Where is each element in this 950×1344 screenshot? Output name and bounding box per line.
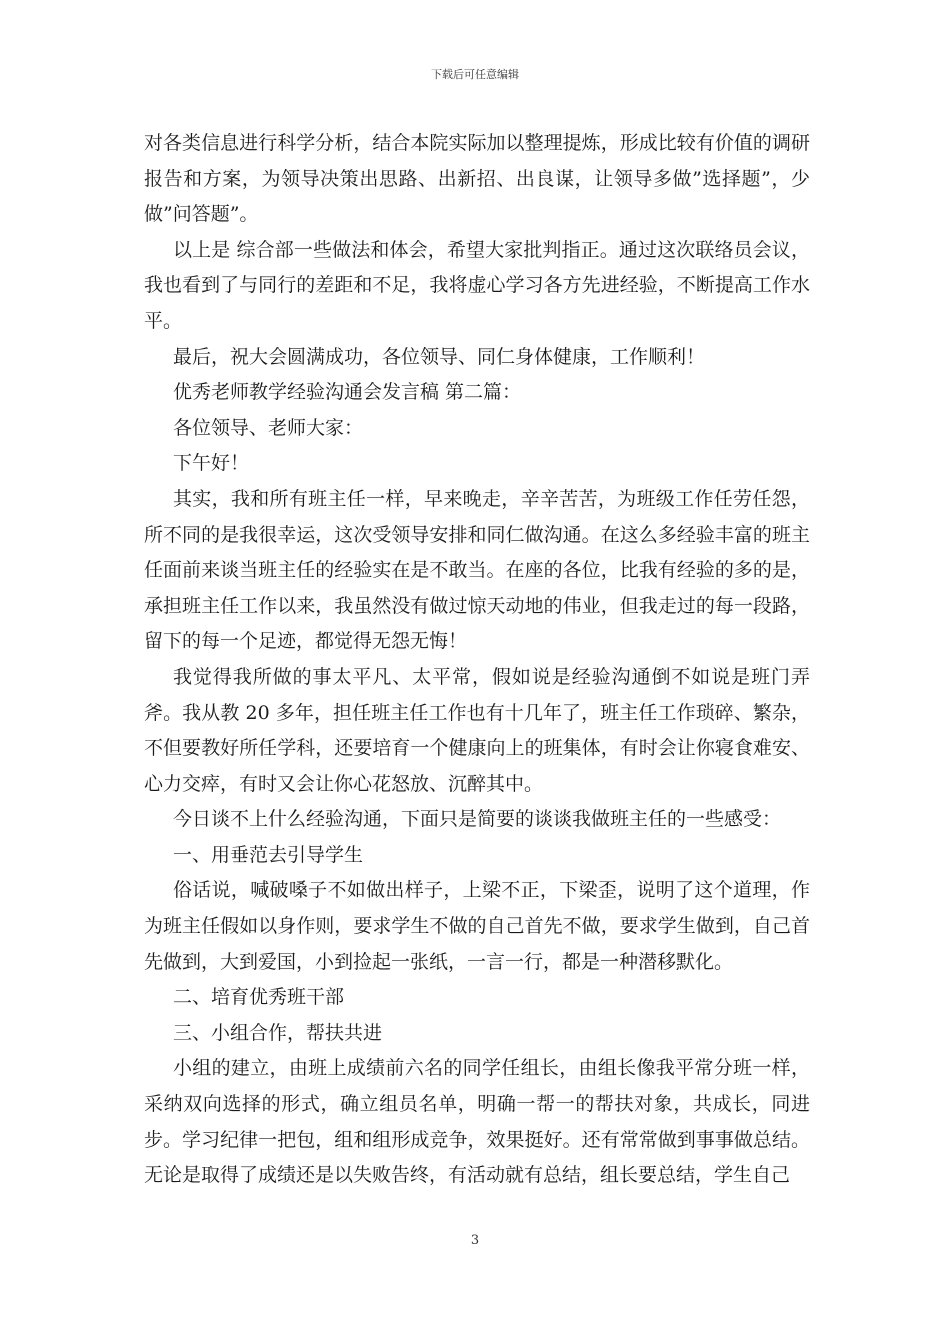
paragraph: 今日谈不上什么经验沟通，下面只是简要的谈谈我做班主任的一些感受： [173, 808, 782, 831]
page-number: 3 [470, 1233, 480, 1248]
paragraph: 对各类信息进行科学分析，结合本院实际加以整理提炼，形成比较有价值的调研报告和方案，为领导决策出思路、出新招、出良谋，让领导多做”选择题”，少做”问答题”。 [144, 132, 810, 226]
greeting: 下午好！ [173, 452, 250, 475]
paragraph: 以上是 综合部一些做法和体会，希望大家批判指正。通过这次联络员会议，我也看到了与同行的差距和不足，我将虚心学习各方先进经验，不断提高工作水平。 [144, 238, 810, 332]
page-header: 下载后可任意编辑 [431, 68, 519, 81]
salutation: 各位领导、老师大家： [173, 416, 364, 439]
section-title: 优秀老师教学经验沟通会发言稿 第二篇： [173, 381, 522, 404]
heading-three: 三、小组合作，帮扶共进 [173, 1021, 383, 1044]
paragraph: 其实，我和所有班主任一样，早来晚走，辛辛苦苦，为班级工作任劳任怨，所不同的是我很幸运，这次受领导安排和同仁做沟通。在这么多经验丰富的班主任面前来谈当班主任的经验实在是不敢当。在座的各位，比我有经验的多的是，承担班主任工作以来，我虽然没有做过惊天动地的伟业，但我走过的每一段路，留下的每一个足迹，都觉得无怨无悔！ [144, 487, 810, 653]
paragraph: 俗话说，喊破嗓子不如做出样子，上梁不正，下梁歪，说明了这个道理，作为班主任假如以身作则，要求学生不做的自己首先不做，要求学生做到，自己首先做到，大到爱国，小到捡起一张纸，一言一行，都是一种潜移默化。 [144, 879, 810, 973]
paragraph: 小组的建立，由班上成绩前六名的同学任组长，由组长像我平常分班一样，采纳双向选择的形式，确立组员名单，明确一帮一的帮扶对象，共成长，同进步。学习纪律一把包，组和组形成竞争，效果挺好。还有常常做到事事做总结。无论是取得了成绩还是以失败告终，有活动就有总结，组长要总结，学生自己 [144, 1057, 810, 1187]
paragraph: 最后，祝大会圆满成功，各位领导、同仁身体健康，工作顺利！ [173, 345, 706, 368]
paragraph: 我觉得我所做的事太平凡、太平常，假如说是经验沟通倒不如说是班门弄斧。我从教 20 多年，担任班主任工作也有十几年了，班主任工作琐碎、繁杂，不但要教好所任学科，还要培育一个健康向上的班集体，有时会让你寝食难安、心力交瘁，有时又会让你心花怒放、沉醉其中。 [144, 665, 810, 795]
document-body [144, 126, 810, 1194]
heading-two: 二、培育优秀班干部 [173, 986, 345, 1009]
heading-one: 一、用垂范去引导学生 [173, 843, 364, 866]
